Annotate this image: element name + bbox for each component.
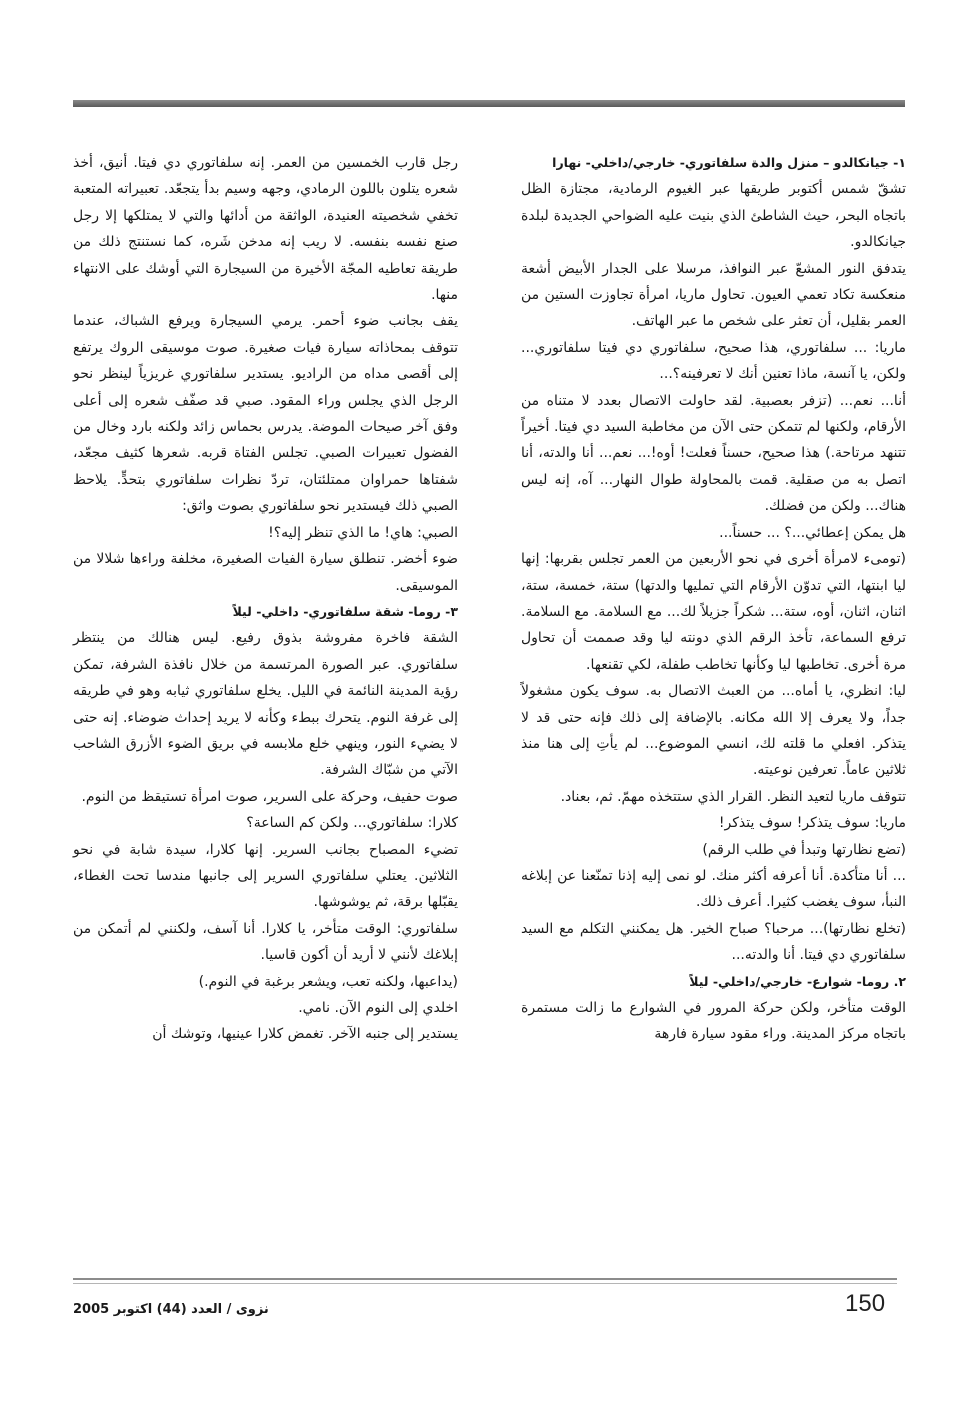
paragraph: أنا... نعم... (تزفر بعصبية. لقد حاولت الاتصال بعدد لا متناه من الأرقام، ولكنها لم تتمكن حتى الآن من مخاطبة السيد دي فيتا. أخيراً تتنهد مرتاحة.) هذا صحيح، حسناً فعلت! أوه!... نعم... أنا والدته، أنا اتصل به من صقلية. قمت بالمحاولة طوال النهار... آه، إنه ليس هناك... ولكن من فضلك. [521, 392, 906, 515]
paragraph: ماريا: ... سلفاتوري، هذا صحيح، سلفاتوري دي فيتا سلفاتوري... ولكن، يا آنسة، ماذا تعنين أنك لا تعرفينه؟... [521, 339, 906, 383]
paragraph: هل يمكن إعطائي...؟ ... حسناً... [719, 524, 906, 541]
paragraph: يستدير إلى جنبه الآخر. تغمض كلارا عينيها، وتوشك أن [152, 1026, 458, 1043]
paragraph: يتدفق النور المشعّ عبر النوافذ، مرسلا على الجدار الأبيض أشعة منعكسة تكاد تعمي العيون. تحاول ماريا، امرأة تجاوزت الستين من العمر بقليل، أن تعثر على شخص ما عبر الهاتف. [521, 260, 906, 330]
paragraph: ... أنا متأكدة. أنا أعرفه أكثر منك. لو نمى إليه إذنا تمنّعنا عن إبلاغه النبأ، سوف يغضب كثيرا. أعرف ذلك. [521, 867, 906, 911]
paragraph: تضيء المصباح بجانب السرير. إنها كلارا، سيدة شابة في نحو الثلاثين. يعتلي سلفاتوري السرير إلى جانبها مندسا تحت الغطاء، يقبّلها برقة، ثم يوشوشها. [73, 841, 458, 911]
paragraph: (تخلع نظارتها)... مرحبا؟ صباح الخير. هل يمكنني التكلم مع السيد سلفاتوري دي فيتا. أنا والدته... [521, 920, 906, 964]
right-column [521, 150, 906, 1048]
scene-heading: ٢. روما- شوارع- خارجي/داخلي- ليلاً [689, 973, 906, 989]
paragraph: الشقة فاخرة مفروشة بذوق رفيع. ليس هنالك من ينتظر سلفاتوري. عبر الصورة المرتسمة من خلال نافذة الشرفة، تمكن رؤية المدينة النائمة في الليل. يخلع سلفاتوري ثيابه وهو في طريقه إلى غرفة النوم. يتحرك ببطء وكأنه لا يريد إحداث ضوضاء. إنه حتى لا يضيء النور، وينهي خلع ملابسه في بريق الضوء الأزرق الشاحب الآتي من شبّاك الشرفة. [73, 630, 458, 779]
paragraph: رجل قارب الخمسين من العمر. إنه سلفاتوري دي فيتا. أنيق، أخذ شعره يتلون باللون الرمادي، وجهه وسيم بدأ يتجعّد. تعبيراته المتعبة تخفي شخصيته العنيدة، الواثقة من أدائها والتي لا يمتلكها إلا رجل صنع نفسه بنفسه. لا ريب إنه مدخن شَره، كما نستنتج ذلك من طريقة تعاطيه المجّة الأخيرة من السيجارة التي أوشك على الانتهاء منها. [73, 155, 458, 304]
paragraph: اخلدي إلى النوم الآن. نامي. [298, 1000, 458, 1016]
paragraph: (تومىء لامرأة أخرى في نحو الأربعين من العمر تجلس بقربها: إنها ليا ابنتها، التي تدوّن الأرقام التي تمليها والدتها) ستة، خمسة، ستة، اثنان، اثنان، أوه، ستة... شكراً جزيلاً لك... مع السلامة. مع السلامة. ترفع السماعة، تأخذ الرقم الذي دونته ليا وقد صممت أن تحاول مرة أخرى. تخاطبها ليا وكأنها تخاطب طفلة، لكي تقنعها. [521, 551, 906, 673]
paragraph: (يداعبها، ولكنه تعب، ويشعر برغبة في النوم.) [198, 973, 458, 990]
paragraph: ماريا: سوف يتذكر! سوف يتذكر! [718, 815, 906, 832]
issue-footer: نزوى / العدد (44) اكتوبر 2005 [73, 1302, 269, 1317]
paragraph: (تضع نظارتها وتبدأ في طلب الرقم) [702, 841, 906, 858]
paragraph: تشقّ شمس أكتوبر طريقها عبر الغيوم الرمادية، مجتازة الظل باتجاه البحر، حيث الشاطئ الذي بنيت عليه الضواحي الجديدة لبلدة جيانكالدو. [521, 181, 906, 251]
top-rule [73, 100, 905, 107]
scene-heading: ١- جيانكالدو – منزل والدة سلفاتوري- خارجي/داخلي- نهارا [552, 155, 906, 170]
paragraph: كلارا: سلفاتوري... ولكن كم الساعة؟ [246, 815, 458, 832]
paragraph: الوقت متأخر، ولكن حركة المرور في الشوارع ما زالت مستمرة باتجاه مركز المدينة. وراء مقود سيارة فارهة [521, 1000, 906, 1043]
paragraph: يقف بجانب ضوء أحمر. يرمي السيجارة ويرفع الشباك، عندما تتوقف بمحاذاته سيارة فيات صغيرة. صوت موسيقى الروك يرتفع إلى أقصى مداه من الراديو. يستدير سلفاتوري غريزياً لينظر نحو الرجل الذي يجلس وراء المقود. صبي قد صفّف شعره إلى أعلى وفق آخر صيحات الموضة. يدرس بحماس زائد ولكنه بارد وخال من الفضول تعبيرات الصبي. تجلس الفتاة قربه. شعرها كثيف مجعّد، شفتاها حمراوان ممتلئتان، تردّ نظرات سلفاتوري بتحدٍّ. يلاحظ الصبي ذلك فيستدير نحو سلفاتوري بصوت واثق: [73, 313, 458, 515]
paragraph: سلفاتوري: الوقت متأخر، يا كلارا. أنا آسف، ولكنني لم أتمكن من إبلاغك لأنني لا أريد أن أكون قاسيا. [73, 920, 458, 964]
paragraph: الصبي: هاي! ما الذي تنظر إليه؟! [268, 524, 458, 541]
left-column [73, 150, 458, 1048]
paragraph: ضوء أخضر. تنطلق سيارة الفيات الصغيرة، مخلفة وراءها شلالا من الموسيقى. [73, 551, 458, 594]
scene-heading: ٣- روما- شقة سلفاتوري- داخلي- ليلاً [232, 603, 458, 619]
paragraph: ليا: انظري، يا أماه... من العبث الاتصال به. سوف يكون مشغولاً جداً، ولا يعرف إلا الله مكانه. بالإضافة إلى ذلك فإنه حتى قد لا يتذكر. افعلي ما قلته لك، انسي الموضوع... لم يأتِ إلى هنا منذ ثلاثين عاماً. تعرفين نوعيته. [521, 683, 906, 779]
paragraph: صوت حفيف، وحركة على السرير، صوت امرأة تستيقظ من النوم. [81, 788, 458, 805]
page-number: 150 [845, 1290, 886, 1317]
footer-rule [73, 1278, 897, 1280]
paragraph: تتوقف ماريا لتعيد النظر. القرار الذي ستتخذه مهمّ. ثم، بعناد. [560, 788, 906, 805]
footer-rule-thin [73, 1283, 897, 1284]
